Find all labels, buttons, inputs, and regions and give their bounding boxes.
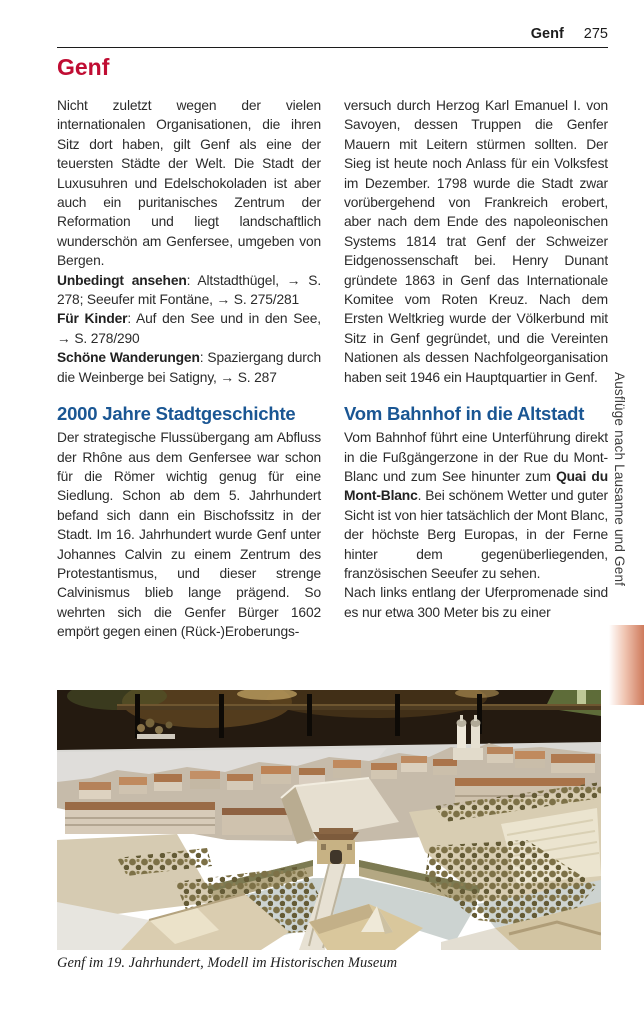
- paragraph-text: . Bei schönem Wetter und guter Sicht ist von hier tatsächlich der Mont Blanc, der höchste Berg Europas, in der Ferne hinter dem gegenüberliegenden, französischen Seeufer zu sehen.: [344, 488, 608, 581]
- highlight-label: Für Kinder: [57, 311, 128, 327]
- highlight-line: [57, 309, 321, 348]
- bahnhof-paragraph: [344, 428, 608, 583]
- left-column: [57, 96, 321, 686]
- quai-du-mont-blanc-bold: Quai du Mont-Blanc: [344, 468, 608, 504]
- page-number: 275: [583, 26, 608, 42]
- section-heading-stadtgeschichte: 2000 Jahre Stadtgeschichte: [57, 403, 296, 425]
- paragraph-text: Vom Bahnhof führt eine Unterführung direkt in die Fußgängerzone in der Rue du Mont-Blanc und zum See hinunter zum: [344, 430, 608, 484]
- page-title: Genf: [57, 54, 110, 80]
- history-paragraph: Der strategische Flussübergang am Abfluss der Rhône aus dem Genfersee war schon für die Römer wichtig genug für eine Siedlung. Schon ab dem 5. Jahrhundert befand sich dann ein Bischofssitz in der Stadt. Im 16. Jahrhundert wurde Genf unter Johannes Calvin zu einem Zentrum des Protestantismus, und dieser strenge Calvinismus blieb lange prägend. So wehrten sich die Genfer Bürger 1602 empört gegen einen (Rück-)Eroberungs-: [57, 430, 321, 640]
- history-continuation-paragraph: versuch durch Herzog Karl Emanuel I. von Savoyen, dessen Truppen die Genfer Mauern mit Leitern stürmen sollten. Der Sieg ist heute noch Anlass für ein Volksfest im Dezember. 1798 wurde die Stadt zwar vorübergehend von Frankreich erobert, aber nach dem Ende des napoleonischen Systems 1814 trat Genf der Schweizer Eidgenossenschaft bei. Henry Dunant gründete 1863 in Genf das Internationale Komitee vom Roten Kreuz. Nach dem Ersten Weltkrieg wurde der Völkerbund mit Sitz in Genf gegründet, und die Vereinten Nationen als dessen Nachfolgeorganisation haben seit 1946 ein Hauptquartier in Genf.: [344, 98, 608, 385]
- running-header: [57, 26, 608, 48]
- photo-caption: Genf im 19. Jahrhundert, Modell im Historischen Museum: [57, 955, 398, 971]
- section-heading-bahnhof: Vom Bahnhof in die Altstadt: [344, 403, 585, 425]
- city-model-photo: [57, 690, 601, 950]
- highlight-label: Schöne Wanderungen: [57, 350, 200, 366]
- intro-paragraph: Nicht zuletzt wegen der vielen internationalen Organisationen, die ihren Sitz dort haben, gilt Genf als eine der teuersten Städte der Welt. Die Stadt der Luxusuhren und Edelschokoladen ist aber auch ein puritanisches Zentrum der Reformation und liegt landschaftlich wunderschön am Genfersee, umgeben von Bergen.: [57, 98, 321, 269]
- highlight-line: [57, 348, 321, 387]
- right-column: [344, 96, 608, 686]
- highlight-text: : Auf den See und in den See, → S. 278/290: [57, 311, 321, 346]
- highlight-text: : Spaziergang durch die Weinberge bei Satigny, → S. 287: [57, 350, 321, 385]
- promenade-paragraph: Nach links entlang der Uferpromenade sind es nur etwa 300 Meter bis zu einer: [344, 585, 608, 620]
- highlight-label: Unbedingt ansehen: [57, 272, 187, 288]
- margin-vertical-label: Ausflüge nach Lausanne und Genf: [612, 372, 627, 587]
- highlight-text: : Altstadthügel, → S. 278; Seeufer mit Fontäne, → S. 275/281: [57, 272, 322, 308]
- city-model-illustration: [57, 690, 601, 950]
- text-columns: [57, 96, 608, 686]
- running-header-section: Genf: [530, 26, 564, 42]
- page-edge-tab: [609, 625, 644, 705]
- highlight-line: [57, 271, 321, 310]
